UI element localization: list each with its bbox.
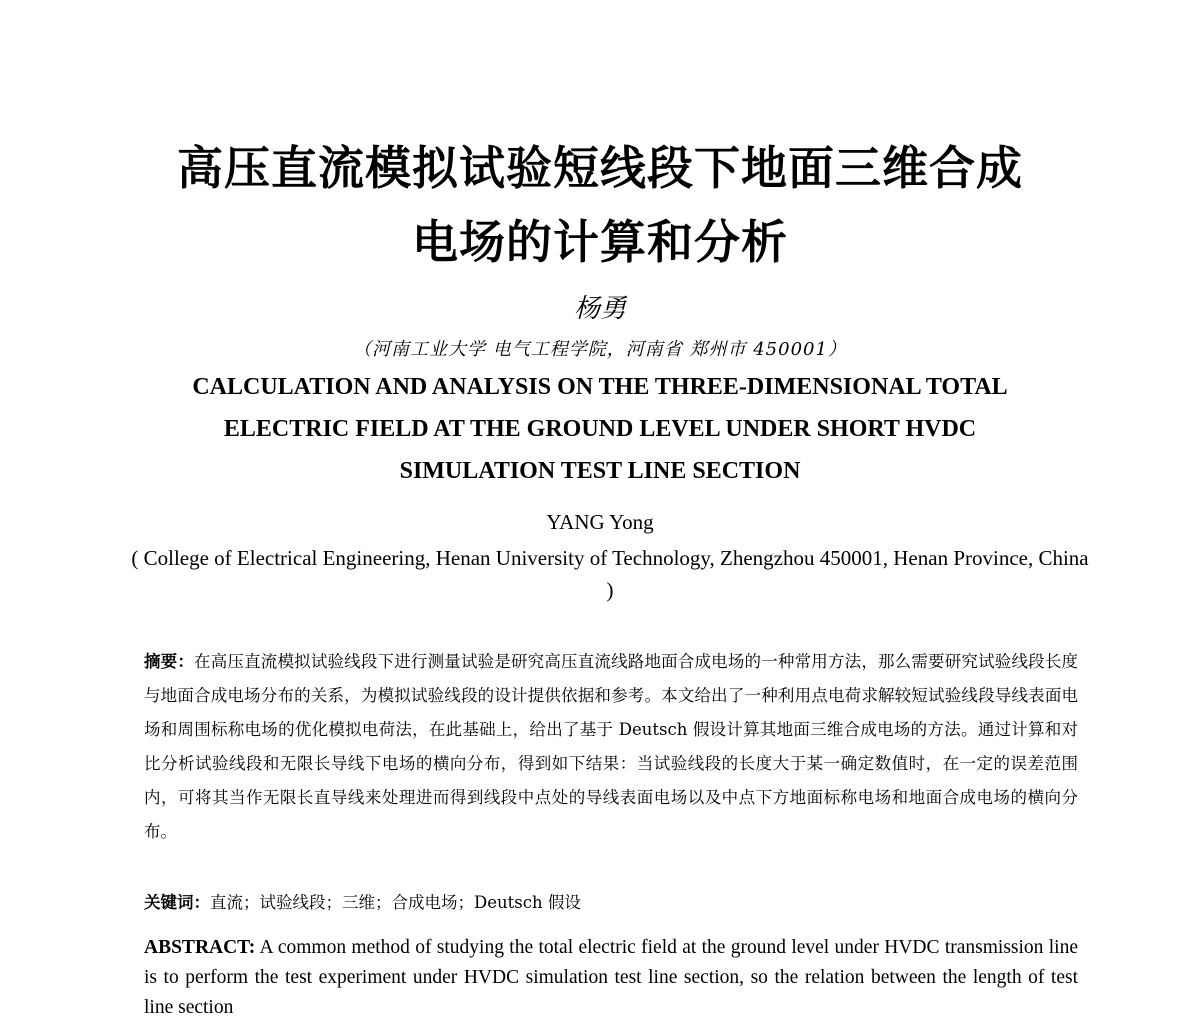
title-zh-line-2: 电场的计算和分析 (412, 215, 788, 269)
keywords-text: 直流；试验线段；三维；合成电场；Deutsch 假设 (210, 893, 581, 912)
keywords (144, 888, 1078, 918)
abstract-en (144, 933, 1078, 1023)
author-en: YANG Yong (546, 510, 654, 534)
affiliation-zh: （河南工业大学 电气工程学院，河南省 郑州市 450001） (353, 339, 847, 360)
abstract-zh (144, 645, 1078, 849)
author-zh: 杨勇 (573, 294, 626, 324)
title-en-line-2: ELECTRIC FIELD AT THE GROUND LEVEL UNDER SHORT HVDC (223, 416, 977, 442)
title-en-line-1: CALCULATION AND ANALYSIS ON THE THREE-DIMENSIONAL TOTAL (192, 374, 1008, 400)
abstract-en-text: A common method of studying the total electric field at the ground level under HVDC transmission line is to perform the test experiment under HVDC simulation test line section, so the relation between the length of test line section (144, 937, 1079, 1018)
keywords-label: 关键词： (144, 893, 210, 912)
abstract-en-label: ABSTRACT: (144, 937, 256, 958)
title-zh-line-1: 高压直流模拟试验短线段下地面三维合成 (177, 141, 1023, 195)
abstract-zh-label: 摘要： (144, 652, 195, 671)
abstract-zh-text: 在高压直流模拟试验线段下进行测量试验是研究高压直流线路地面合成电场的一种常用方法，那么需要研究试验线段长度与地面合成电场分布的关系，为模拟试验线段的设计提供依据和参考。本文给出了一种利用点电荷求解较短试验线段导线表面电场和周围标称电场的优化模拟电荷法，在此基础上，给出了基于 Deutsch 假设计算其地面三维合成电场的方法。通过计算和对比分析试验线段和无限长导线下电场的横向分布，得到如下结果：当试验线段的长度大于某一确定数值时，在一定的误差范围内，可将其当作无限长直导线来处理进而得到线段中点处的导线表面电场以及中点下方地面标称电场和地面合成电场的横向分布。 (144, 652, 1079, 841)
title-en-line-3: SIMULATION TEST LINE SECTION (399, 458, 801, 484)
affiliation-en: ( College of Electrical Engineering, Henan University of Technology, Zhengzhou 450001, Henan Province, China ) (131, 546, 1089, 602)
